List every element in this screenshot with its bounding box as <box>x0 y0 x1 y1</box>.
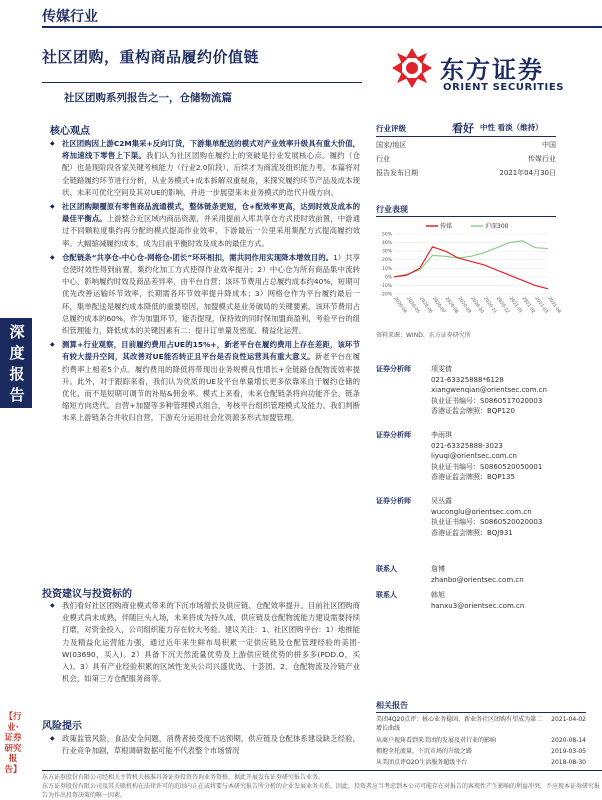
y-tick-label: -20% <box>380 292 392 298</box>
related-heading: 相关报告 <box>376 701 408 710</box>
orient-logo-icon <box>390 46 434 90</box>
rating-value: 看好 <box>452 122 474 135</box>
x-tick-label: 2020-11 <box>482 296 498 315</box>
y-tick-label: 20% <box>381 258 392 264</box>
x-tick-label: 2020-06 <box>418 296 433 315</box>
series-hs300-line <box>394 241 548 277</box>
x-tick-label: 2020-08 <box>443 296 459 315</box>
x-tick-label: 2020-09 <box>456 296 472 315</box>
y-tick-label: -10% <box>380 283 392 289</box>
series-media-line <box>394 247 548 289</box>
core-view-body <box>50 138 360 425</box>
title-divider <box>42 82 362 83</box>
industry-performance-chart <box>376 220 562 320</box>
category-label: 【行业·证券研究报告】 <box>4 712 22 775</box>
rating-info <box>376 140 556 179</box>
rating-label: 行业评级 <box>376 124 406 133</box>
core-paragraph: ◆ 仓配链条“共享仓-中心仓-网格仓-团长”环环相扣，需共同作用实现降本增效目的。1）共享仓使时效性得到前置，集约化加工方式使得作业效率提升；2）中心仓为所有商品集中流转中心，影响履约时效及商品差异率，由平台自营；该环节费用占总履约成本约40%，短期可优先改善运输环节效率，长期需各环节效率提升降成本；3）网格仓作为平台履约最后一环，集单配送是履约成本降低的重要原因，加盟模式是业务破局的关键要素。该环节费用占总履约成本的60%，作为加盟环节，能否提现，保持效的同时保加盟商盈利，考验平台的组织管理能力，降低成本的关键因素有二：提升订单量及密度、精益化运营。 <box>50 252 361 336</box>
legend-media: 传媒 <box>440 223 453 230</box>
x-tick-label: 2021-01 <box>507 296 523 315</box>
investment-heading: 投资建议与投资标的 <box>42 589 132 600</box>
related-item[interactable]: 美团4Q20点评：核心业务稳固，新业务社区团购有望成为第二增长曲线 2021-04-02 <box>376 716 586 732</box>
contact-entry: 联系人 詹博 zhanbo@orientsec.com.cn <box>376 565 524 584</box>
related-divider <box>376 712 586 713</box>
bullet-icon: ◆ <box>50 735 55 742</box>
logo-en: ORIENT SECURITIES <box>443 82 565 93</box>
y-tick-label: 10% <box>381 266 392 272</box>
y-tick-label: 0% <box>384 275 392 281</box>
analyst-entry: 证券分析师 吴丛露 wuconglu@orientsec.com.cn 执业证书编号：S0860520020003 香港证监会牌照：BQJ931 <box>376 497 543 537</box>
depth-report-label: 深度报告 <box>9 323 25 404</box>
x-tick-label: 2020-04 <box>392 296 408 315</box>
risk-paragraph: ◆ 政策监管风险，食品安全问题，消费者接受度不达预期，供应链及仓配体系建设缺乏经验，行业竞争加剧，草根调研数据可能不代表整个市场情况 <box>50 734 360 756</box>
sector-label: 传媒行业 <box>42 9 98 25</box>
info-row: 行业 传媒行业 <box>376 155 556 163</box>
rating-extra: 中性 看淡（维持） <box>480 123 543 132</box>
investment-body <box>50 600 360 685</box>
x-tick-label: 2020-07 <box>430 296 446 315</box>
logo-cn: 东方证券 <box>440 56 544 84</box>
top-divider <box>42 26 602 28</box>
x-tick-label: 2020-12 <box>495 296 510 315</box>
rating-row <box>376 120 556 134</box>
x-tick-label: 2021-04 <box>546 296 562 315</box>
risk-heading: 风险提示 <box>42 721 82 732</box>
core-paragraph: ◆ 社区团购颠覆原有零售商品流通模式，整体链条更短，仓+配效率更高，达到时效及成本的最佳平衡点。上游整合近区域内商品资源，并采用提前入库共享仓方式使时效前置，中游通过不同颗粒度集约再分配的模式提高作业效率，下游最后一公里采用集配方式提高履约效率。大幅缩减履约成本，成为目前平衡时效及成本的最佳方式。 <box>50 202 360 248</box>
x-tick-label: 2020-10 <box>469 296 485 315</box>
investment-paragraph: ◆ 我们看好社区团购商业模式带来的下沉市场增长及供应链、仓配效率提升。目前社区团购商业模式尚未成熟，伴随巨头入场，未来将成为持久战，供应链及仓配物流能力建设需要持续打磨，对资金投入，公司组织能力存在较大考验。建议关注：1、社区团购平台：1）地推能力及精益化运营能力强，通过近年来生鲜布局积累一定供应链及仓配管理经验的美团-W(03690，买入)。2）具备下沉天然流量优势及上游供应链优势的拼多多(PDD.O，买入)。3）具有产业经验积累的区域性龙头公司兴盛优选、十荟团。2、仓配物流及冷链产业机会，如第三方仓配服务商等。 <box>50 601 360 684</box>
chart-divider <box>376 216 556 217</box>
bullet-icon: ◆ <box>50 203 55 211</box>
bullet-icon: ◆ <box>50 140 55 147</box>
core-view-heading: 核心观点 <box>50 126 90 137</box>
related-item[interactable]: 从美团点评O2O生活服务超级平台 2018-08-30 <box>376 759 586 766</box>
core-paragraph: ◆ 社区团购因上游C2M集采+反向订货，下游集单配送的模式对产业效率升级具有重大价值，将加速线下零售上下渠。我们认为社区团购在履约上的突破是行业发展核心点。履约（仓配）也是现阶段各家关键考核能力（行业2.0阶段），后续才为商流及组织能力考。本篇将对全链路履约环节进行分析，从业务模式+成本拆解双重视角，来探究履约环节产品及成本现状、未来可优化空间及其对UE的影响，并进一步展望来未业务模式的迭代升级方向。 <box>50 139 360 197</box>
analyst-entry: 证券分析师 项雯倩 021-63325888*6128 xiangwenqian@orientsec.com.cn 执业证书编号：S0860517020003 香港证监会牌照：BQP120 <box>376 365 547 415</box>
chart-source: 资料来源：WIND、东方证券研究所 <box>376 332 471 339</box>
analyst-entry: 证券分析师 李雨琪 021-63325888-3023 liyuqi@orientsec.com.cn 执业证书编号：S0860520050001 香港证监会牌照：BQP135 <box>376 431 543 481</box>
info-row: 国家/地区 中国 <box>376 141 556 149</box>
report-title: 社区团购，重构商品履约价值链 <box>42 48 260 66</box>
bullet-icon: ◆ <box>50 253 55 261</box>
x-tick-label: 2021-03 <box>533 296 549 315</box>
x-tick-label: 2021-02 <box>520 296 536 315</box>
bullet-icon: ◆ <box>50 602 55 609</box>
core-paragraph: ◆ 测算+行业观察，目前履约费用占UE的15%+，新老平台在履约费用上存在差距，该环节有较大提升空间，其改善对UE能否转正且平台是否良性运营具有重大意义。新老平台在履约费率上相差5个点。履约费用的降低将带现出业务规模良性增长+全链路仓配物流效率提升。此外，对于跟踪来看，我们认为优质的UE及平台单量增长更多依靠来自于履约仓储的优化，而不是短期可调节的补贴&佣金率。模式上来看，未来仓配链条将向功能齐全、链条缩短方向迭代。自营+加盟等多种管理模式组合，考核平台组织管理模式及能力。我们判断未来上游链条合并收归自营，下游充分运用社会化资源多形式加盟管理。 <box>50 340 360 423</box>
y-tick-label: 50% <box>381 232 392 238</box>
x-tick-label: 2020-05 <box>405 296 421 315</box>
y-tick-label: 30% <box>381 249 392 255</box>
risk-body <box>50 733 360 757</box>
related-item[interactable]: 拥抱全托流量，下沉市场的升级之路 2019-03-05 <box>376 748 586 755</box>
legend-hs300: 沪深300 <box>485 223 509 230</box>
related-list <box>376 715 586 768</box>
contacts-block <box>376 564 556 624</box>
rating-divider <box>376 136 556 137</box>
disclaimer: 东方证券股份有限公司经相关主管机关核准具备证券投资咨询业务资格，据此开展发布证券研究报告业务。 东方证券股份有限公司及其关联机构在法律许可的范围内正在或将要与本研究报告所分析的企业发展业务关系。因此，投资者应当考虑到本公司可能存在对报告的客观性产生影响的利益冲突，不应视本证券研究报告为作出投资决策的唯一因素。 <box>42 774 601 799</box>
footer-divider <box>42 770 602 771</box>
analysts-block <box>376 364 556 554</box>
info-row: 报告发布日期 2021年04月30日 <box>376 169 556 177</box>
report-subtitle: 社区团购系列报告之一，仓储物流篇 <box>64 92 232 104</box>
y-tick-label: 40% <box>381 241 392 247</box>
related-item[interactable]: 从商户视角看到来美团的发展及对行业的影响 2020-08-14 <box>376 737 586 744</box>
bullet-icon: ◆ <box>50 341 55 349</box>
contact-entry: 联系人 韩旭 hanxu3@orientsec.com.cn <box>376 591 525 610</box>
chart-title: 行业表现 <box>376 205 408 214</box>
